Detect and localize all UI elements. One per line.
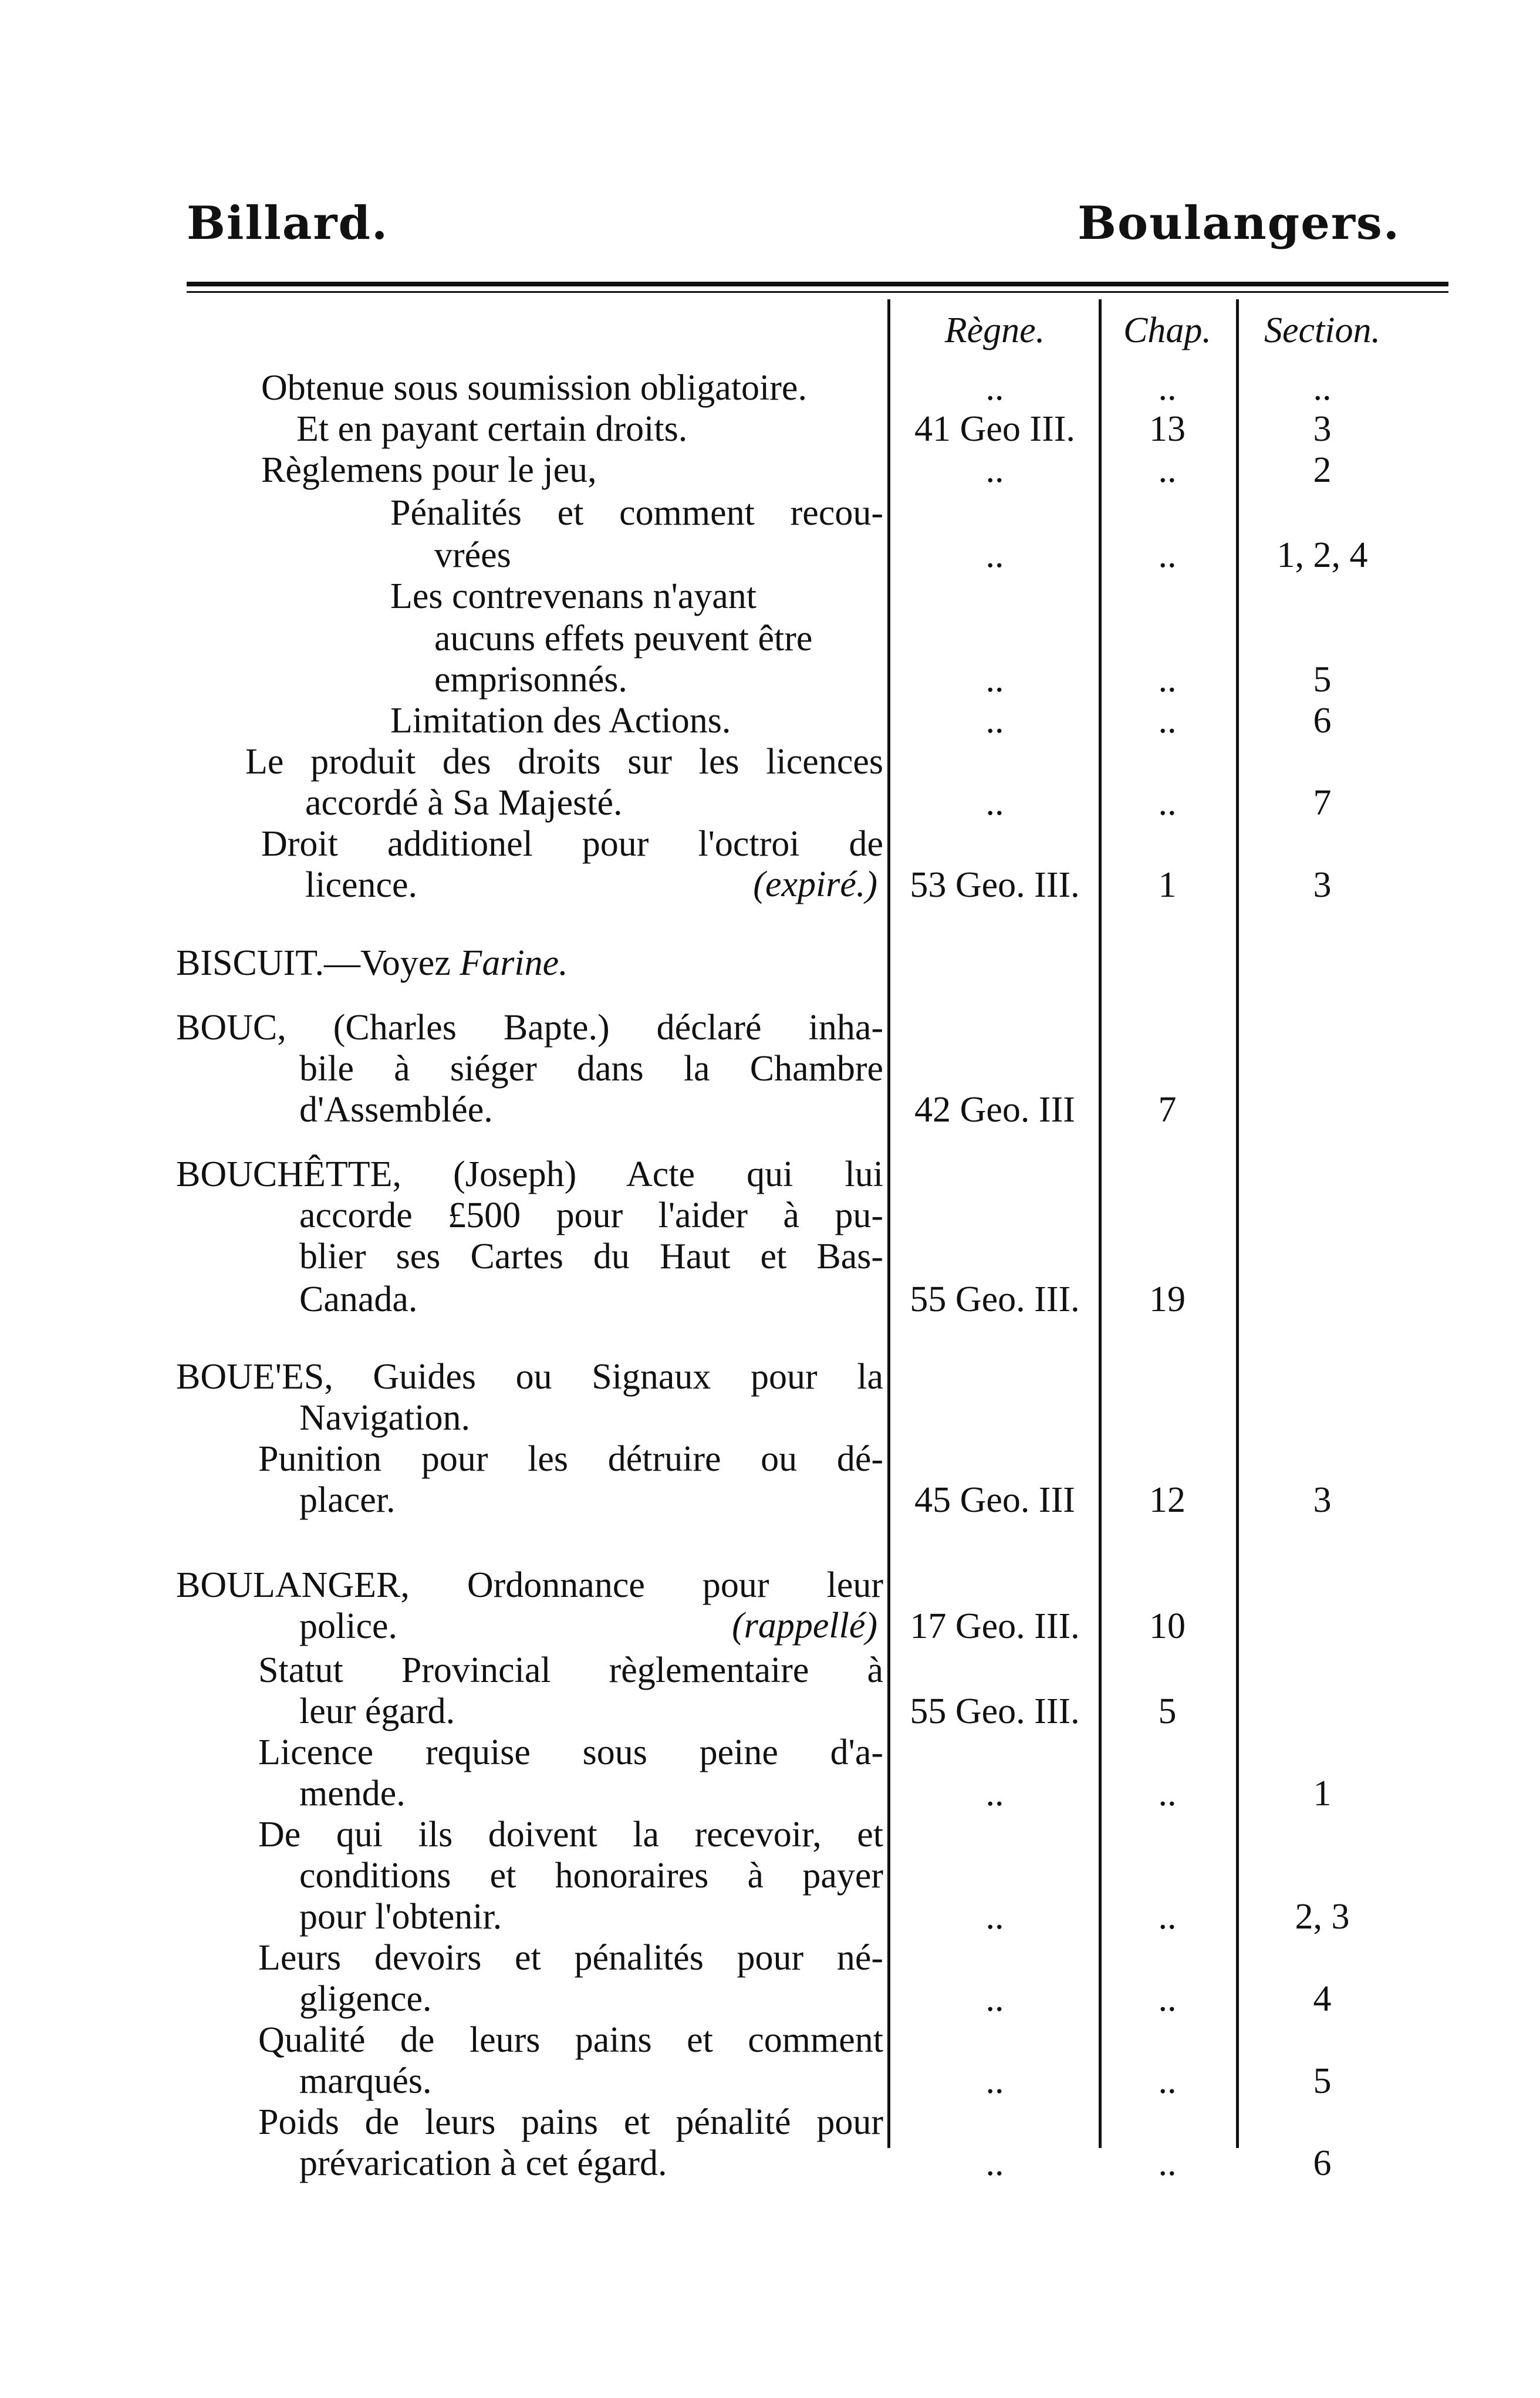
section-cell: 6 <box>1313 2143 1332 2183</box>
section-cell: 2 <box>1313 450 1332 490</box>
running-head-left: Billard. <box>187 197 389 250</box>
regne-cell: .. <box>985 783 1004 823</box>
entry-text: Punition pour les détruire ou dé- <box>258 1439 883 1479</box>
section-cell: 5 <box>1313 2061 1332 2101</box>
column-divider-text <box>887 299 890 2148</box>
regne-cell: .. <box>985 450 1004 490</box>
header-rule <box>187 282 1448 286</box>
regne-cell: 55 Geo. III. <box>910 1691 1080 1731</box>
entry-text: BOUCHÊTTE, (Joseph) Acte qui lui <box>176 1154 883 1194</box>
header-rule-thin <box>187 291 1448 293</box>
entry-text: Pénalités et comment recou- <box>390 493 883 533</box>
entry-text: Qualité de leurs pains et comment <box>258 2020 883 2060</box>
regne-cell: .. <box>985 2143 1004 2183</box>
entry-text: placer. <box>299 1480 396 1520</box>
regne-cell: .. <box>985 1897 1004 1937</box>
section-cell: .. <box>1313 368 1332 408</box>
regne-cell: .. <box>985 535 1004 575</box>
entry-text: BOUC, (Charles Bapte.) déclaré inha- <box>176 1008 883 1048</box>
chap-cell: .. <box>1158 450 1177 490</box>
chap-cell: 7 <box>1158 1090 1177 1130</box>
entry-text: Limitation des Actions. <box>390 701 731 741</box>
entry-text: pour l'obtenir. <box>299 1897 502 1937</box>
regne-cell: .. <box>985 660 1004 700</box>
regne-cell: .. <box>985 1774 1004 1813</box>
chap-cell: .. <box>1158 1897 1177 1937</box>
regne-cell: .. <box>985 368 1004 408</box>
chap-cell: .. <box>1158 783 1177 823</box>
entry-text: emprisonnés. <box>434 660 627 700</box>
section-cell: 3 <box>1313 1480 1332 1520</box>
chap-cell: 12 <box>1149 1480 1186 1520</box>
entry-text: d'Assemblée. <box>299 1090 493 1130</box>
column-divider-regne <box>1099 299 1102 2148</box>
entry-text: accorde £500 pour l'aider à pu- <box>299 1195 883 1235</box>
entry-text: Les contrevenans n'ayant <box>390 576 757 616</box>
running-head-right: Boulangers. <box>1078 197 1400 250</box>
chap-cell: .. <box>1158 2143 1177 2183</box>
chap-cell: .. <box>1158 2061 1177 2101</box>
section-cell: 6 <box>1313 701 1332 741</box>
section-cell: 3 <box>1313 409 1332 449</box>
status-note: (expiré.) <box>753 864 877 904</box>
column-header-chap: Chap. <box>1123 310 1211 350</box>
chap-cell: .. <box>1158 368 1177 408</box>
regne-cell: 42 Geo. III <box>914 1090 1075 1130</box>
entry-text: Et en payant certain droits. <box>296 409 688 449</box>
regne-cell: 17 Geo. III. <box>910 1606 1080 1646</box>
cross-reference: Farine. <box>460 943 568 983</box>
section-cell: 7 <box>1313 783 1332 823</box>
regne-cell: 45 Geo. III <box>914 1480 1075 1520</box>
entry-text: bile à siéger dans la Chambre <box>299 1049 883 1089</box>
entry-text: Licence requise sous peine d'a- <box>258 1732 883 1772</box>
chap-cell: .. <box>1158 660 1177 700</box>
entry-text: Canada. <box>299 1279 418 1319</box>
entry-text: BOULANGER, Ordonnance pour leur <box>176 1565 883 1605</box>
entry-text: Navigation. <box>299 1398 470 1438</box>
entry-text: Poids de leurs pains et pénalité pour <box>258 2102 883 2142</box>
entry-text: Le produit des droits sur les licences <box>245 742 883 782</box>
entry-text: vrées <box>434 535 511 575</box>
chap-cell: 10 <box>1149 1606 1186 1646</box>
section-cell: 5 <box>1313 660 1332 700</box>
entry-text: marqués. <box>299 2061 432 2101</box>
entry-text: mende. <box>299 1774 406 1813</box>
section-cell: 4 <box>1313 1979 1332 2019</box>
entry-text: De qui ils doivent la recevoir, et <box>258 1815 883 1855</box>
status-note: (rappellé) <box>732 1606 877 1646</box>
entry-text: gligence. <box>299 1979 432 2019</box>
regne-cell: 55 Geo. III. <box>910 1279 1080 1319</box>
column-divider-chap <box>1236 299 1239 2148</box>
regne-cell: 41 Geo III. <box>914 409 1075 449</box>
entry-text: Leurs devoirs et pénalités pour né- <box>258 1938 883 1978</box>
entry-text: Droit additionel pour l'octroi de <box>261 824 883 864</box>
regne-cell: 53 Geo. III. <box>910 865 1080 905</box>
regne-cell: .. <box>985 2061 1004 2101</box>
section-cell: 2, 3 <box>1295 1897 1350 1937</box>
entry-text: prévarication à cet égard. <box>299 2143 667 2183</box>
column-header-section: Section. <box>1264 310 1380 350</box>
entry-text: blier ses Cartes du Haut et Bas- <box>299 1237 883 1276</box>
entry-text: Obtenue sous soumission obligatoire. <box>261 368 807 408</box>
entry-text: accordé à Sa Majesté. <box>305 783 623 823</box>
section-cell: 1 <box>1313 1774 1332 1813</box>
chap-cell: .. <box>1158 1774 1177 1813</box>
entry-text: BISCUIT.—Voyez Farine. <box>176 943 568 983</box>
entry-text: BOUE'ES, Guides ou Signaux pour la <box>176 1357 883 1397</box>
chap-cell: 1 <box>1158 865 1177 905</box>
section-cell: 1, 2, 4 <box>1276 535 1368 575</box>
regne-cell: .. <box>985 701 1004 741</box>
chap-cell: 13 <box>1149 409 1186 449</box>
chap-cell: .. <box>1158 1979 1177 2019</box>
entry-text: conditions et honoraires à payer <box>299 1856 883 1896</box>
entry-text: Statut Provincial règlementaire à <box>258 1650 883 1690</box>
column-header-regne: Règne. <box>944 310 1045 350</box>
chap-cell: .. <box>1158 535 1177 575</box>
entry-text: licence. <box>305 865 418 905</box>
chap-cell: 19 <box>1149 1279 1186 1319</box>
regne-cell: .. <box>985 1979 1004 2019</box>
entry-text: police. <box>299 1606 397 1646</box>
entry-text: leur égard. <box>299 1691 455 1731</box>
chap-cell: .. <box>1158 701 1177 741</box>
entry-text: aucuns effets peuvent être <box>434 619 813 658</box>
section-cell: 3 <box>1313 865 1332 905</box>
chap-cell: 5 <box>1158 1691 1177 1731</box>
entry-text: Règlemens pour le jeu, <box>261 450 597 490</box>
